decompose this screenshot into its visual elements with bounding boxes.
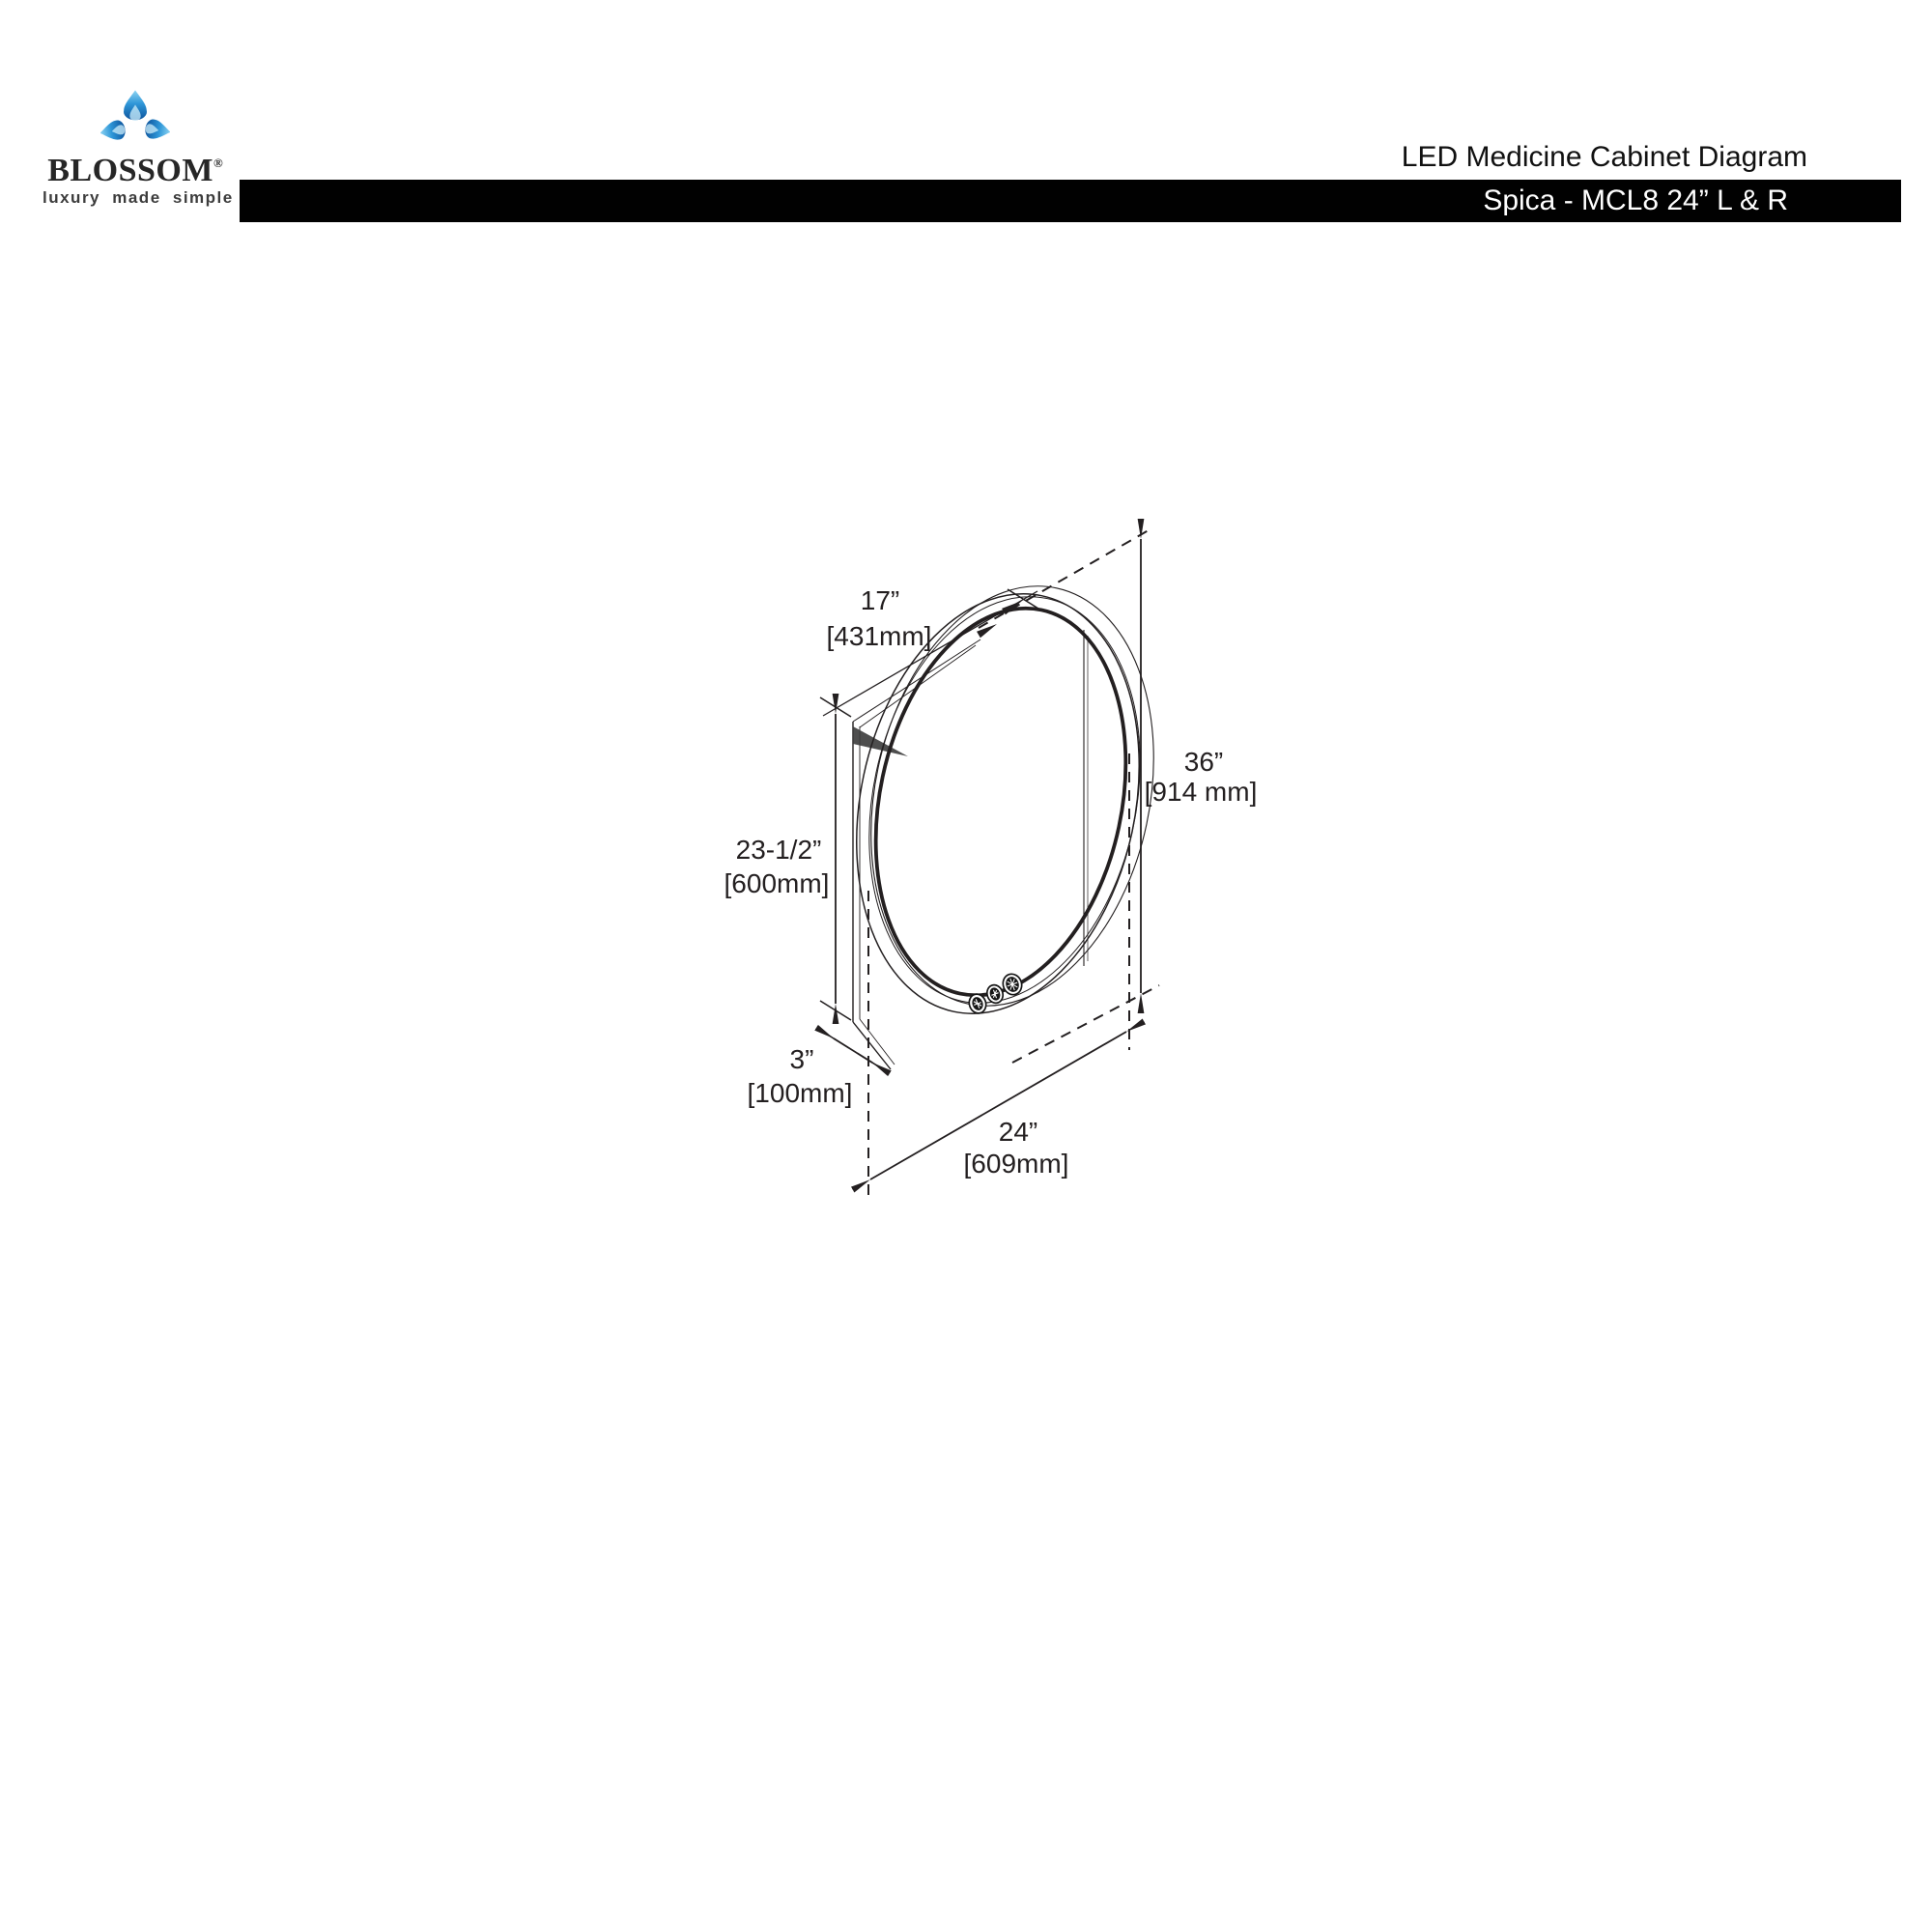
- touch-control-buttons: [967, 972, 1025, 1016]
- dim-depth-mm: [100mm]: [747, 1078, 853, 1108]
- dim-overall-width-inches: 24”: [998, 1117, 1038, 1147]
- dim-cabinet-height-inches: 23-1/2”: [735, 835, 822, 865]
- dim-depth-inches: 3”: [789, 1044, 814, 1074]
- dimension-ticks: [818, 589, 1038, 1072]
- dim-overall-width-mm: [609mm]: [963, 1149, 1069, 1179]
- button-middle: [984, 982, 1006, 1005]
- dim-top-width-mm: [431mm]: [826, 621, 932, 651]
- dim-cabinet-height-mm: [600mm]: [724, 868, 830, 898]
- dim-line-depth: [834, 1038, 872, 1063]
- brand-text: BLOSSOM: [47, 153, 213, 188]
- page-title: LED Medicine Cabinet Diagram: [1401, 141, 1807, 173]
- dim-top-width-inches: 17”: [860, 585, 900, 615]
- product-name: Spica - MCL8 24” L & R: [1483, 185, 1788, 216]
- dim-overall-height-mm: [914 mm]: [1144, 777, 1258, 807]
- registered-mark: ®: [213, 156, 223, 170]
- brand-tagline: luxury made simple: [43, 188, 234, 207]
- dim-overall-height-inches: 36”: [1183, 747, 1224, 777]
- mount-bracket: [853, 726, 908, 756]
